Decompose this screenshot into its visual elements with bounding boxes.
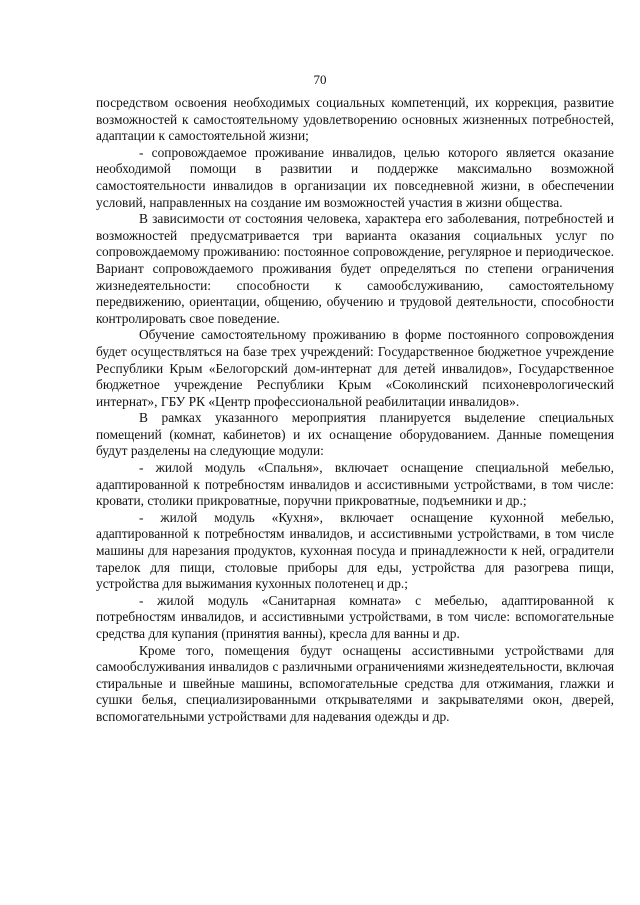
paragraph-module-bedroom: - жилой модуль «Спальня», включает оснащение специальной мебелью, адаптированной к потребностям инвалидов и ассистивными устройствами, в том числе: кровати, столики прикроватные, поручни прикроватные, подъемники и др.; [96,460,614,509]
paragraph-institutions: Обучение самостоятельному проживанию в форме постоянного сопровождения будет осуществляться на базе трех учреждений: Государственное бюджетное учреждение Республики Крым «Белогорский дом-интернат для детей инвалидов», Государственное бюджетное учреждение Республики Крым «Соколинский психоневрологический интернат», ГБУ РК «Центр профессиональной реабилитации инвалидов». [96,327,614,409]
document-body [96,95,614,726]
paragraph-service-variants: В зависимости от состояния человека, характера его заболевания, потребностей и возможностей предусматривается три варианта оказания социальных услуг по сопровождаемому проживанию: постоянное сопровождение, регулярное и периодическое. Вариант сопровождаемого проживания будет определяться по степени ограничения жизнедеятельности: способности к самообслуживанию, самостоятельному передвижению, ориентации, общению, обучению и трудовой деятельности, способности контролировать свое поведение. [96,211,614,326]
page-number: 70 [313,72,327,87]
paragraph-accompanied-living: - сопровождаемое проживание инвалидов, целью которого является оказание необходимой помощи в развитии и поддержке максимально возможной самостоятельности инвалидов в организации их повседневной жизни, в обеспечении условий, направленных на создание им возможностей участия в жизни общества. [96,144,614,210]
paragraph-continuation: посредством освоения необходимых социальных компетенций, их коррекция, развитие возможностей к самостоятельному удовлетворению основных жизненных потребностей, адаптации к самостоятельной жизни; [96,95,614,144]
paragraph-module-sanitary: - жилой модуль «Санитарная комната» с мебелью, адаптированной к потребностям инвалидов, и ассистивными устройствами, в том числе: вспомогательные средства для купания (принятия ванны), кресла для ванны и др. [96,592,614,641]
paragraph-assistive-devices: Кроме того, помещения будут оснащены ассистивными устройствами для самообслуживания инвалидов с различными ограничениями жизнедеятельности, включая стиральные и швейные машины, вспомогательные средства для отжимания, глажки и сушки белья, специализированными открывателями и закрывателями окон, дверей, вспомогательными устройствами для надевания одежды и др. [96,642,614,724]
paragraph-premises: В рамках указанного мероприятия планируется выделение специальных помещений (комнат, кабинетов) и их оснащение оборудованием. Данные помещения будут разделены на следующие модули: [96,410,614,459]
paragraph-module-kitchen: - жилой модуль «Кухня», включает оснащение кухонной мебелью, адаптированной к потребностям инвалидов, и ассистивными устройствами, в том числе машины для нарезания продуктов, кухонная посуда и принадлежности к ней, оградители тарелок для пищи, столовые приборы для еды, устройства для разогрева пищи, устройства для выжимания кухонных полотенец и др.; [96,509,614,592]
